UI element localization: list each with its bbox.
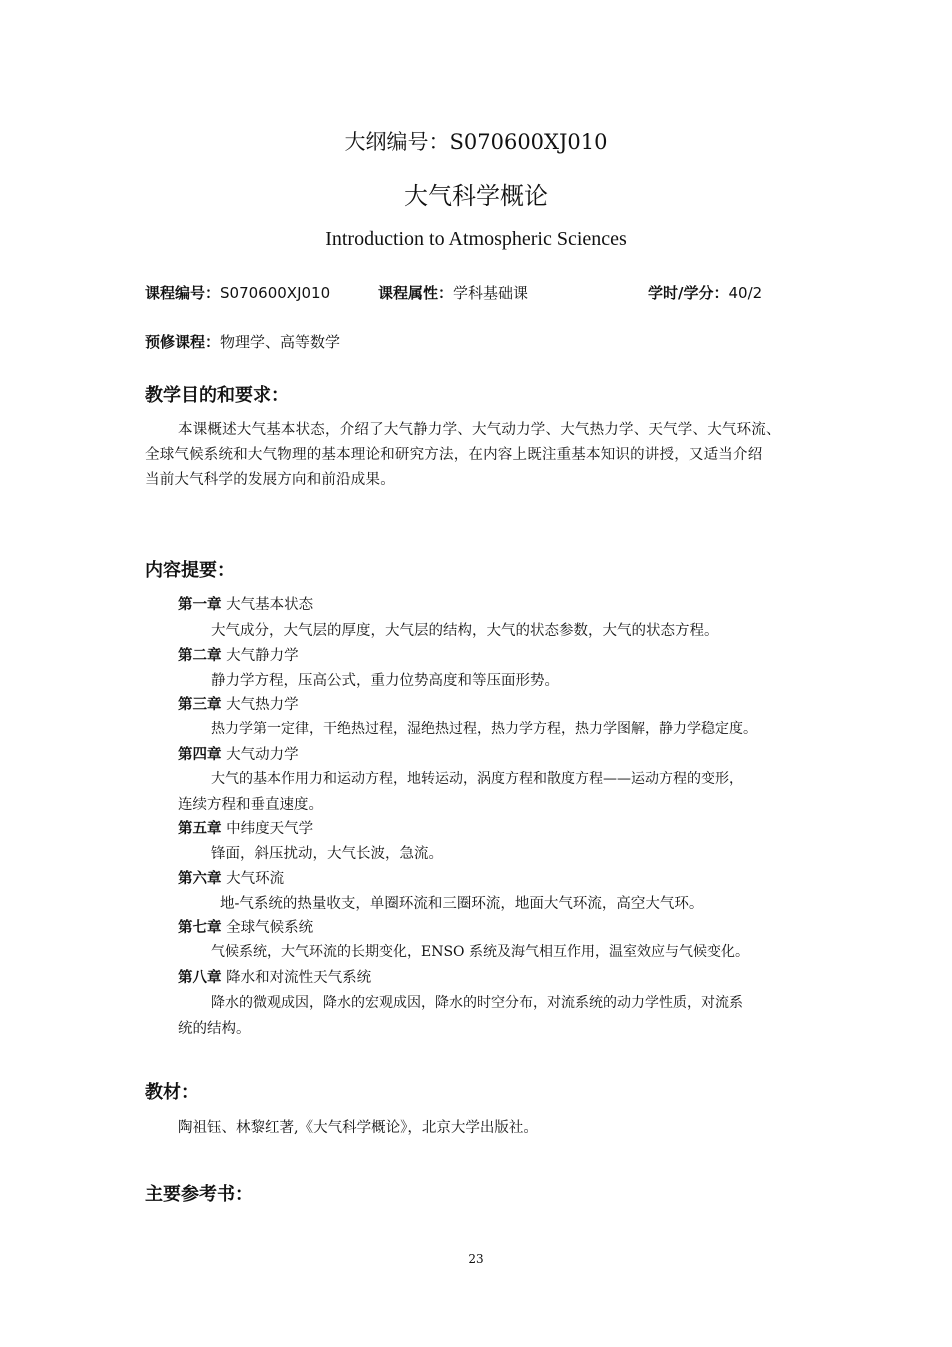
references-heading: 主要参考书： <box>145 1184 253 1205</box>
chapter-number: 第七章 <box>178 920 222 936</box>
chapter-number: 第八章 <box>178 970 222 986</box>
chapter-number: 第四章 <box>178 747 222 763</box>
hours-credits-label: 学时/学分： <box>648 284 729 302</box>
chapter-heading <box>178 867 284 888</box>
chapter-number: 第二章 <box>178 648 222 664</box>
chapter-title: 大气环流 <box>226 871 285 887</box>
objectives-heading: 教学目的和要求： <box>145 385 289 406</box>
hours-credits-field <box>648 282 762 303</box>
chapter-summary: 大气的基本作用力和运动方程，地转运动，涡度方程和散度方程——运动方程的变形， <box>211 771 743 787</box>
chapter-summary: 气候系统，大气环流的长期变化，ENSO 系统及海气相互作用，温室效应与气候变化。 <box>211 944 749 960</box>
course-code-value: S070600XJ010 <box>220 284 331 302</box>
chapter-heading <box>178 817 313 838</box>
objectives-paragraph <box>145 418 857 493</box>
course-attribute-value: 学科基础课 <box>453 284 529 302</box>
objectives-line: 当前大气科学的发展方向和前沿成果。 <box>145 472 395 488</box>
objectives-line: 全球气候系统和大气物理的基本理论和研究方法，在内容上既注重基本知识的讲授，又适当介绍 <box>145 447 763 463</box>
course-attribute-field <box>378 282 528 303</box>
chapter-number: 第五章 <box>178 821 222 837</box>
chapter-summary: 大气成分，大气层的厚度，大气层的结构，大气的状态参数，大气的状态方程。 <box>211 623 719 639</box>
chapter-title: 大气基本状态 <box>226 597 314 613</box>
outline-number: 大纲编号：S070600XJ010 <box>344 130 608 154</box>
course-attribute-label: 课程属性： <box>378 284 454 302</box>
chapter-heading <box>178 693 299 714</box>
chapter-summary: 热力学第一定律，干绝热过程，湿绝热过程，热力学方程，热力学图解，静力学稳定度。 <box>211 721 757 737</box>
contents-heading: 内容提要： <box>145 560 235 581</box>
chapter-heading <box>178 593 313 614</box>
chapter-title: 降水和对流性天气系统 <box>226 970 372 986</box>
chapter-number: 第六章 <box>178 871 222 887</box>
chapter-title: 大气热力学 <box>226 697 299 713</box>
prerequisite-field <box>145 331 340 352</box>
course-title-en: Introduction to Atmospheric Sciences <box>325 228 627 250</box>
textbook-heading: 教材： <box>145 1082 199 1103</box>
prerequisite-value: 物理学、高等数学 <box>220 333 341 351</box>
chapter-number: 第一章 <box>178 597 222 613</box>
chapter-title: 大气静力学 <box>226 648 299 664</box>
prerequisite-label: 预修课程： <box>145 333 221 351</box>
hours-credits-value: 40/2 <box>728 284 763 302</box>
chapter-heading <box>178 743 299 764</box>
chapter-title: 中纬度天气学 <box>226 821 314 837</box>
chapter-summary: 静力学方程，压高公式，重力位势高度和等压面形势。 <box>211 673 559 689</box>
chapter-summary: 降水的微观成因，降水的宏观成因，降水的时空分布，对流系统的动力学性质，对流系 <box>211 995 743 1011</box>
course-code-label: 课程编号： <box>145 284 221 302</box>
chapter-heading <box>178 916 313 937</box>
objectives-line: 本课概述大气基本状态，介绍了大气静力学、大气动力学、大气热力学、天气学、大气环流、 <box>178 422 781 438</box>
textbook-citation: 陶祖钰、林黎红著,《大气科学概论》，北京大学出版社。 <box>178 1120 538 1136</box>
chapter-summary: 统的结构。 <box>178 1021 251 1037</box>
page-number: 23 <box>468 1252 484 1266</box>
chapter-title: 大气动力学 <box>226 747 299 763</box>
chapter-number: 第三章 <box>178 697 222 713</box>
chapter-summary: 连续方程和垂直速度。 <box>178 797 323 813</box>
chapter-title: 全球气候系统 <box>226 920 314 936</box>
chapter-heading <box>178 644 299 665</box>
course-title-cn: 大气科学概论 <box>404 182 548 210</box>
chapter-summary: 锋面，斜压扰动，大气长波，急流。 <box>211 846 443 862</box>
chapter-summary: 地-气系统的热量收支，单圈环流和三圈环流，地面大气环流，高空大气环。 <box>220 896 704 912</box>
chapter-heading <box>178 966 371 987</box>
course-code-field <box>145 282 330 303</box>
